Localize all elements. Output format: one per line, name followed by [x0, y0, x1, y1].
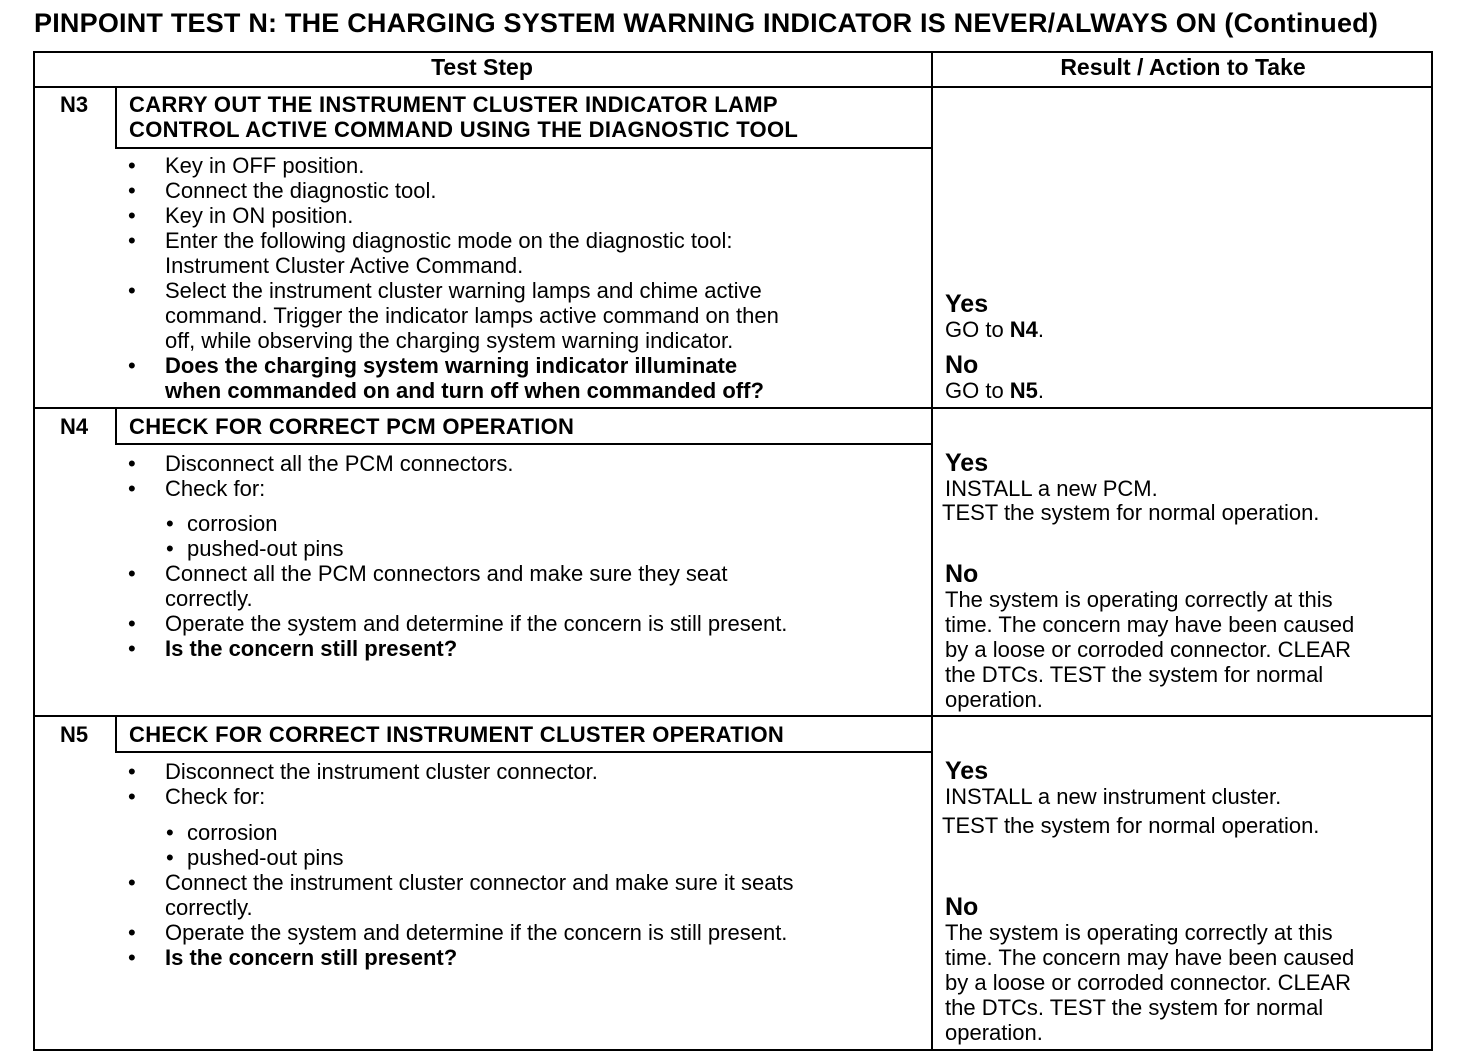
list-item: Instrument Cluster Active Command. — [165, 253, 524, 278]
bullet-icon: • — [128, 759, 136, 784]
step-id-divider — [115, 86, 117, 149]
sub-list-item: corrosion — [187, 511, 278, 536]
result-no-action: by a loose or corroded connector. CLEAR — [945, 970, 1352, 995]
list-item-question: Is the concern still present? — [165, 945, 458, 970]
bullet-icon: • — [128, 278, 136, 303]
result-no-action: time. The concern may have been caused — [945, 945, 1355, 970]
list-item: Disconnect all the PCM connectors. — [165, 451, 514, 476]
sub-bullet-icon: • — [166, 536, 174, 561]
result-yes-label: Yes — [945, 449, 989, 477]
result-text: . — [1037, 317, 1045, 342]
list-item: command. Trigger the indicator lamps active command on then — [165, 303, 779, 328]
step-id-n4: N4 — [59, 414, 89, 439]
result-no-action: The system is operating correctly at this — [945, 920, 1333, 945]
step-title-n3: CARRY OUT THE INSTRUMENT CLUSTER INDICATOR LAMP — [129, 92, 778, 117]
list-item: Enter the following diagnostic mode on the diagnostic tool: — [165, 228, 733, 253]
row-divider — [33, 407, 1433, 409]
bullet-icon: • — [128, 353, 136, 378]
step-id-n3: N3 — [59, 92, 89, 117]
step-title-divider — [115, 147, 931, 149]
goto-step-n4: N4 — [1009, 317, 1038, 342]
list-item: Operate the system and determine if the concern is still present. — [165, 920, 788, 945]
list-item: correctly. — [165, 586, 253, 611]
result-yes-action: TEST the system for normal operation. — [942, 500, 1320, 525]
result-no-label: No — [945, 351, 979, 379]
result-no-action: by a loose or corroded connector. CLEAR — [945, 637, 1352, 662]
page-title: PINPOINT TEST N: THE CHARGING SYSTEM WARNING INDICATOR IS NEVER/ALWAYS ON (Continued) — [34, 8, 1379, 38]
list-item: Connect all the PCM connectors and make sure they seat — [165, 561, 728, 586]
result-text: GO to — [945, 378, 1010, 403]
result-text: . — [1037, 378, 1045, 403]
result-text: GO to — [945, 317, 1010, 342]
bullet-icon: • — [128, 178, 136, 203]
result-no-action: operation. — [945, 1020, 1043, 1045]
list-item-question: Is the concern still present? — [165, 636, 458, 661]
sub-bullet-icon: • — [166, 511, 174, 536]
step-title-n4: CHECK FOR CORRECT PCM OPERATION — [129, 414, 575, 439]
result-yes-action: TEST the system for normal operation. — [942, 813, 1320, 838]
sub-list-item: pushed-out pins — [187, 536, 344, 561]
bullet-icon: • — [128, 611, 136, 636]
column-divider — [931, 51, 933, 1051]
result-yes-label: Yes — [945, 290, 989, 318]
bullet-icon: • — [128, 476, 136, 501]
result-no-action: The system is operating correctly at this — [945, 587, 1333, 612]
list-item: Key in OFF position. — [165, 153, 365, 178]
list-item: Connect the diagnostic tool. — [165, 178, 437, 203]
list-item: correctly. — [165, 895, 253, 920]
header-result: Result / Action to Take — [1060, 54, 1306, 80]
sub-bullet-icon: • — [166, 845, 174, 870]
list-item: Select the instrument cluster warning lamps and chime active — [165, 278, 762, 303]
bullet-icon: • — [128, 784, 136, 809]
result-yes-action: INSTALL a new instrument cluster. — [945, 784, 1282, 809]
list-item: off, while observing the charging system warning indicator. — [165, 328, 734, 353]
list-item-question: when commanded on and turn off when commanded off? — [165, 378, 764, 403]
list-item: Connect the instrument cluster connector and make sure it seats — [165, 870, 794, 895]
list-item: Check for: — [165, 476, 266, 501]
result-no-action: the DTCs. TEST the system for normal — [945, 662, 1324, 687]
step-id-divider — [115, 407, 117, 445]
list-item-question: Does the charging system warning indicator illuminate — [165, 353, 738, 378]
step-id-n5: N5 — [59, 722, 89, 747]
list-item: Key in ON position. — [165, 203, 354, 228]
result-yes-action — [945, 317, 1044, 342]
bullet-icon: • — [128, 228, 136, 253]
bullet-icon: • — [128, 451, 136, 476]
sub-list-item: pushed-out pins — [187, 845, 344, 870]
step-title-n5: CHECK FOR CORRECT INSTRUMENT CLUSTER OPERATION — [129, 722, 785, 747]
result-no-action: operation. — [945, 687, 1043, 712]
list-item: Disconnect the instrument cluster connector. — [165, 759, 598, 784]
list-item: Check for: — [165, 784, 266, 809]
step-title-divider — [115, 443, 931, 445]
step-title-divider — [115, 751, 931, 753]
bullet-icon: • — [128, 636, 136, 661]
list-item: Operate the system and determine if the concern is still present. — [165, 611, 788, 636]
result-yes-label: Yes — [945, 757, 989, 785]
bullet-icon: • — [128, 203, 136, 228]
result-no-label: No — [945, 560, 979, 588]
result-yes-action: INSTALL a new PCM. — [945, 476, 1158, 501]
header-divider — [33, 86, 1433, 88]
header-test-step: Test Step — [431, 54, 533, 80]
bullet-icon: • — [128, 153, 136, 178]
result-no-label: No — [945, 893, 979, 921]
sub-list-item: corrosion — [187, 820, 278, 845]
step-title-n3: CONTROL ACTIVE COMMAND USING THE DIAGNOSTIC TOOL — [129, 117, 799, 142]
row-divider — [33, 715, 1433, 717]
result-no-action: time. The concern may have been caused — [945, 612, 1355, 637]
bullet-icon: • — [128, 561, 136, 586]
bullet-icon: • — [128, 870, 136, 895]
goto-step-n5: N5 — [1009, 378, 1038, 403]
bullet-icon: • — [128, 945, 136, 970]
bullet-icon: • — [128, 920, 136, 945]
sub-bullet-icon: • — [166, 820, 174, 845]
step-id-divider — [115, 715, 117, 753]
result-no-action: the DTCs. TEST the system for normal — [945, 995, 1324, 1020]
result-no-action — [945, 378, 1044, 403]
